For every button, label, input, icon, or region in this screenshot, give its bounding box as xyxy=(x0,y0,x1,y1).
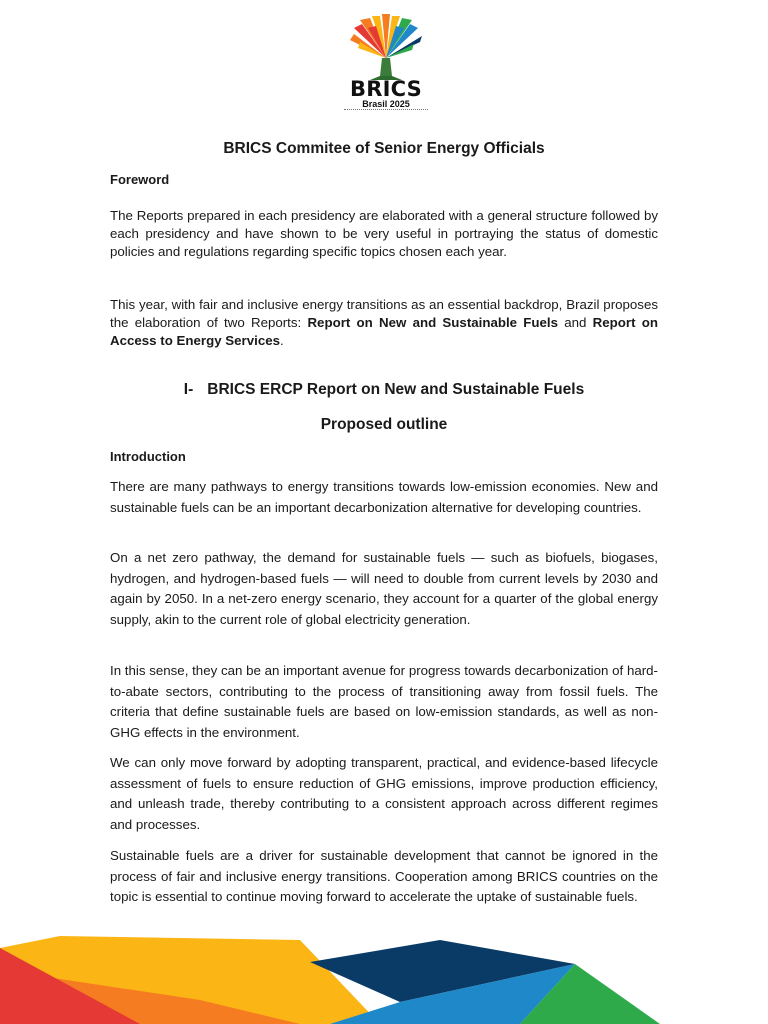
report-fuels-emphasis: Report on New and Sustainable Fuels xyxy=(307,315,559,330)
section-number: I- xyxy=(183,381,194,398)
foreword-paragraph-1: The Reports prepared in each presidency are elaborated with a general structure followed by each presidency and have shown to be very useful in portraying the status of domestic policies and regulations regarding specific topics chosen each year. xyxy=(110,208,658,259)
logo-subtitle: Brasil 2025 xyxy=(362,99,410,109)
proposed-outline-heading: Proposed outline xyxy=(320,416,448,433)
report-energy-emphasis: Report on Access to Energy Services xyxy=(110,315,658,348)
logo-wordmark: BRICS xyxy=(350,77,422,101)
section-heading xyxy=(0,379,768,401)
document-title: BRICS Commitee of Senior Energy Officials xyxy=(223,140,545,157)
foreword-paragraph-2 xyxy=(110,296,658,350)
intro-paragraph: In this sense, they can be an important avenue for progress towards decarbonization of hard-to-abate sectors, contributing to the process of transitioning away from fossil fuels. The criteria that define sustainable fuels are based on low-emission standards, as well as non-GHG effects in the environment. xyxy=(110,663,658,740)
foreword-heading: Foreword xyxy=(110,172,170,187)
brics-logo xyxy=(340,14,432,114)
section-title: BRICS ERCP Report on New and Sustainable Fuels xyxy=(207,381,585,398)
intro-paragraph: There are many pathways to energy transitions towards low-emission economies. New and sustainable fuels can be an important decarbonization alternative for developing countries. xyxy=(110,479,658,515)
logo-tagline-divider xyxy=(344,109,428,112)
introduction-heading: Introduction xyxy=(110,449,186,464)
foreword-p2-text-e: . xyxy=(280,333,284,348)
footer-decorative-band xyxy=(0,930,768,1024)
foreword-p2-text-c: and xyxy=(558,315,593,330)
tree-logo-icon xyxy=(340,14,432,80)
intro-paragraph: Sustainable fuels are a driver for sustainable development that cannot be ignored in the process of fair and inclusive energy transitions. Cooperation among BRICS countries on the topic is essential to continue moving forward to accelerate the uptake of sustainable fuels. xyxy=(110,848,658,905)
foreword-p2-text-a: This year, with fair and inclusive energy transitions as an essential backdrop, Brazil proposes the elaboration of two Reports: xyxy=(110,297,658,330)
intro-paragraph: On a net zero pathway, the demand for sustainable fuels — such as biofuels, biogases, hydrogen, and hydrogen-based fuels — will need to double from current levels by 2030 and again by 2050. In a net-zero energy scenario, they account for a quarter of the global energy supply, akin to the current role of global electricity generation. xyxy=(110,550,658,627)
intro-paragraph: We can only move forward by adopting transparent, practical, and evidence-based lifecycle assessment of fuels to ensure reduction of GHG emissions, improve production efficiency, and unleash trade, thereby contributing to a consistent approach across different regimes and processes. xyxy=(110,755,658,832)
